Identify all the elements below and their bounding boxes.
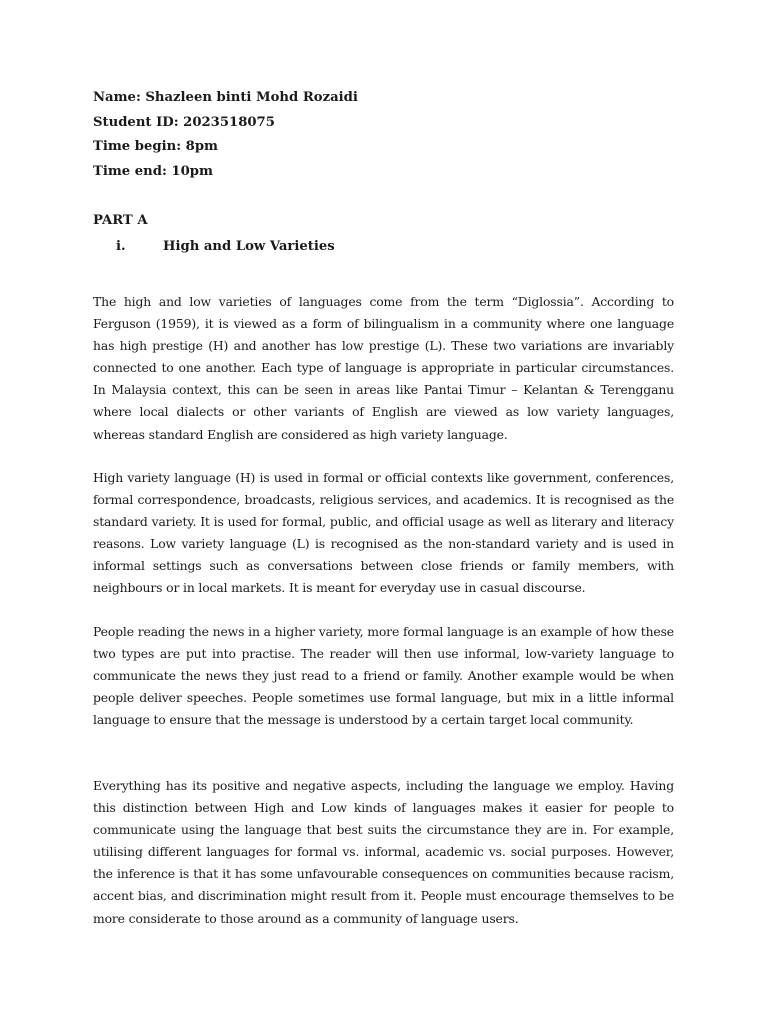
- section-title: High and Low Varieties: [163, 239, 335, 254]
- time-end: Time end: 10pm: [93, 163, 213, 179]
- document-page: [93, 86, 674, 926]
- time-begin: Time begin: 8pm: [93, 139, 218, 154]
- section-number: i.: [116, 239, 126, 254]
- paragraph-diglossia: The high and low varieties of languages come from the term “Diglossia”. According to Ferguson (1959), it is viewed as a form of bilingualism in a community where one language has high prestige (H) and another has low prestige (L). These two variations are invariably connected to one another. Each type of language is appropriate in particular circumstances. In Malaysia context, this can be seen in areas like Pantai Timur – Kelantan & Terengganu where local dialects or other variants of English are viewed as low variety languages, whereas standard English are considered as high variety language.: [93, 294, 674, 442]
- part-title: PART A: [93, 213, 148, 228]
- student-name: Name: Shazleen binti Mohd Rozaidi: [93, 90, 358, 105]
- paragraph-high-low-usage: High variety language (H) is used in formal or official contexts like government, conferences, formal correspondence, broadcasts, religious services, and academics. It is recognised as the standard variety. It is used for formal, public, and official usage as well as literary and literacy reasons. Low variety language (L) is recognised as the non-standard variety and is used in informal settings such as conversations between close friends or family members, with neighbours or in local markets. It is meant for everyday use in casual discourse.: [93, 470, 674, 596]
- paragraph-examples: People reading the news in a higher variety, more formal language is an example of how these two types are put into practise. The reader will then use informal, low-variety language to communicate the news they just read to a friend or family. Another example would be when people deliver speeches. People sometimes use formal language, but mix in a little informal language to ensure that the message is understood by a certain target local community.: [93, 624, 674, 728]
- section-heading: [116, 238, 335, 256]
- paragraph-aspects: Everything has its positive and negative aspects, including the language we employ. Having this distinction between High and Low kinds of languages makes it easier for people to communicate using the language that best suits the circumstance they are in. For example, utilising different languages for formal vs. informal, academic vs. social purposes. However, the inference is that it has some unfavourable consequences on communities because racism, accent bias, and discrimination might result from it. People must encourage themselves to be more considerate to those around as a community of language users.: [93, 778, 674, 926]
- student-id: Student ID: 2023518075: [93, 114, 275, 130]
